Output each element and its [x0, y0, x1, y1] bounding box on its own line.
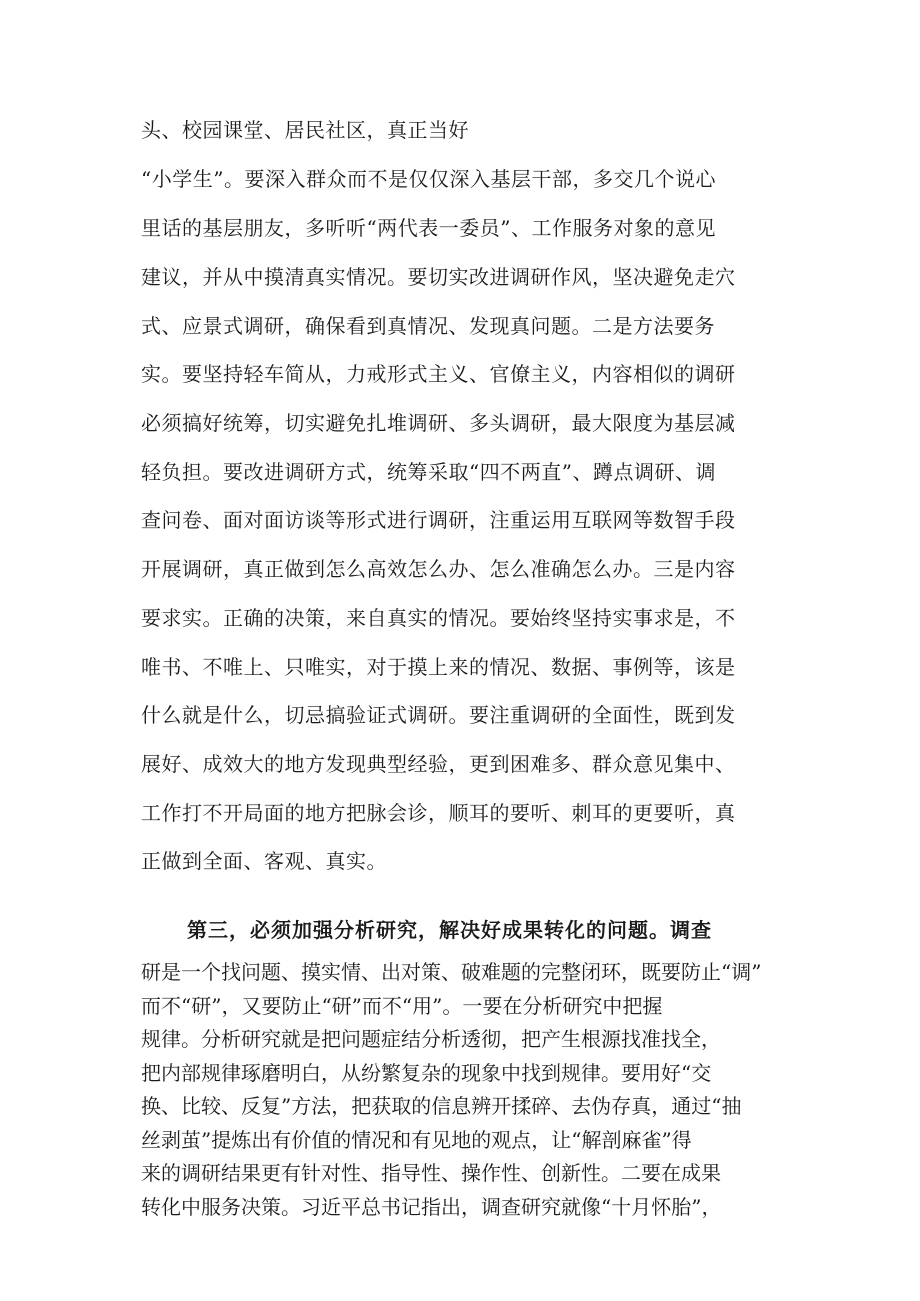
paragraph1-line: “小学生”。要深入群众而不是仅仅深入基层干部，多交几个说心 [141, 167, 716, 191]
paragraph1-line: 要求实。正确的决策，来自真实的情况。要始终坚持实事求是，不 [141, 606, 736, 630]
paragraph1-line: 轻负担。要改进调研方式，统筹采取“四不两直”、蹲点调研、调 [141, 460, 716, 484]
paragraph1-line: 开展调研，真正做到怎么高效怎么办、怎么准确怎么办。三是内容 [141, 557, 736, 581]
paragraph1-line: 建议，并从中摸清真实情况。要切实改进调研作风，坚决避免走穴 [141, 265, 736, 289]
paragraph1-line: 展好、成效大的地方发现典型经验，更到困难多、群众意见集中、 [141, 752, 736, 776]
paragraph2-line: 而不“研”，又要防止“研”而不“用”。一要在分析研究中把握 [141, 994, 663, 1018]
paragraph1-line: 查问卷、面对面访谈等形式进行调研，注重运用互联网等数智手段 [141, 508, 736, 532]
paragraph2-line: 研是一个找问题、摸实情、出对策、破难题的完整闭环，既要防止“调” [141, 960, 762, 984]
paragraph1-line: 正做到全面、客观、真实。 [141, 849, 387, 873]
paragraph1-line: 头、校园课堂、居民社区，真正当好 [141, 118, 469, 142]
paragraph1-line: 实。要坚持轻车简从，力戒形式主义、官僚主义，内容相似的调研 [141, 362, 736, 386]
section-heading: 第三，必须加强分析研究，解决好成果转化的问题。调查 [187, 918, 712, 942]
paragraph1-line: 工作打不开局面的地方把脉会诊，顺耳的要听、刺耳的更要听，真 [141, 801, 736, 825]
paragraph2-line: 规律。分析研究就是把问题症结分析透彻，把产生根源找准找全， [141, 1027, 721, 1051]
paragraph1-line: 什么就是什么，切忌搞验证式调研。要注重调研的全面性，既到发 [141, 703, 736, 727]
paragraph1-line: 里话的基层朋友，多听听“两代表一委员”、工作服务对象的意见 [141, 216, 716, 240]
paragraph1-line: 式、应景式调研，确保看到真情况、发现真问题。二是方法要务 [141, 314, 715, 338]
paragraph1-line: 唯书、不唯上、只唯实，对于摸上来的情况、数据、事例等，该是 [141, 655, 736, 679]
paragraph2-line: 换、比较、反复”方法，把获取的信息辨开揉碎、去伪存真，通过“抽 [141, 1094, 742, 1118]
paragraph2-line: 把内部规律琢磨明白，从纷繁复杂的现象中找到规律。要用好“交 [141, 1061, 712, 1085]
paragraph1-line: 必须搞好统筹，切实避免扎堆调研、多头调研，最大限度为基层减 [141, 411, 736, 435]
paragraph2-line: 丝剥茧”提炼出有价值的情况和有见地的观点，让“解剖麻雀”得 [141, 1128, 692, 1152]
paragraph2-line: 转化中服务决策。习近平总书记指出，调查研究就像“十月怀胎”， [141, 1195, 722, 1219]
paragraph2-line: 来的调研结果更有针对性、指导性、操作性、创新性。二要在成果 [141, 1161, 721, 1185]
